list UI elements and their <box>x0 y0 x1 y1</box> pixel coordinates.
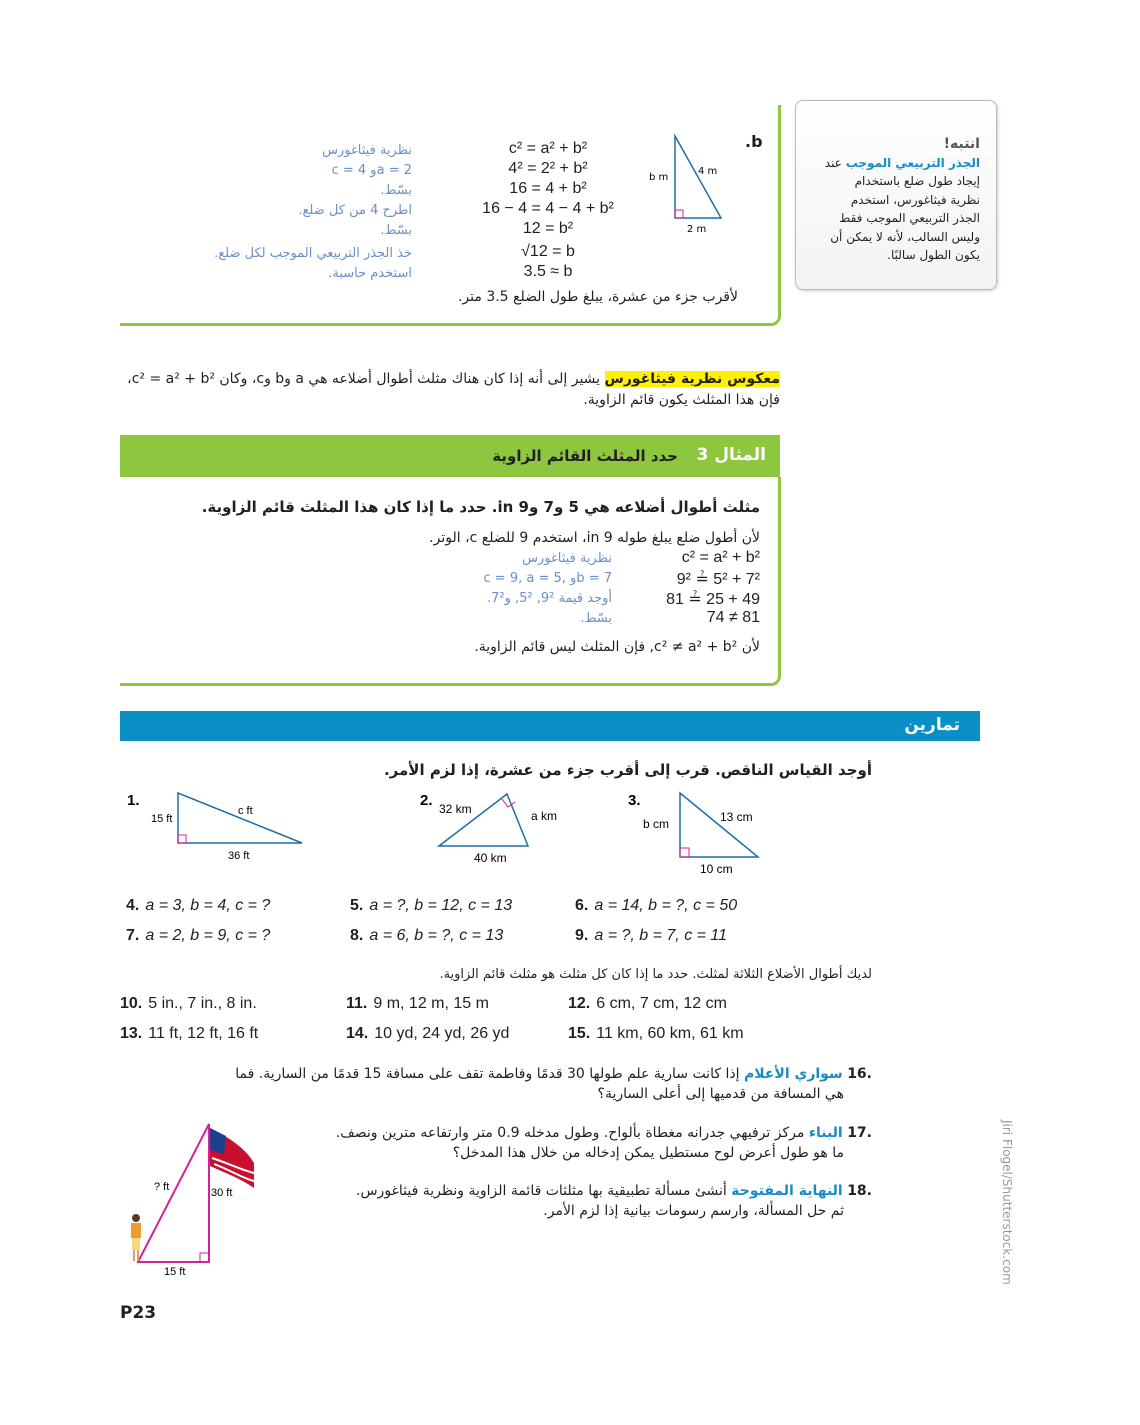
equation-step: √12 = b <box>521 243 575 260</box>
converse-term: معكوس نظرية فيثاغورس <box>604 371 780 387</box>
figure-label: 30 ft <box>211 1187 233 1199</box>
figure-label: 15 ft <box>151 813 173 825</box>
example-b-label: .b <box>745 132 763 151</box>
step-reason: بسّط. <box>380 183 412 198</box>
figure-label: a km <box>531 809 558 823</box>
exercise-figures <box>120 785 780 880</box>
figure-label: 10 cm <box>700 862 733 876</box>
converse-line2: فإن هذا المثلث يكون قائم الزاوية. <box>583 392 780 408</box>
callout-title: انتبه! <box>943 136 980 152</box>
equation-step: 3.5 ≈ b <box>523 263 573 280</box>
exercise-item: 12. 6 cm, 7 cm, 12 cm <box>568 995 727 1012</box>
exercise-item: 11. 9 m, 12 m, 15 m <box>346 995 489 1012</box>
word-problem: .17 البناء مركز ترفيهي جدرانه مغطاة بألواح. وطول مدخله 0.9 متر وارتفاعه مترين ونصف. ما هو طول أعرض لوح مستطيل يمكن إدخاله من خلال هذا المدخل؟ <box>335 1125 872 1161</box>
figure-label: 32 km <box>439 802 472 816</box>
caution-callout <box>795 100 997 290</box>
figure-label: 40 km <box>474 851 507 865</box>
example-3-intro: لأن أطول ضلع يبلغ طوله 9 in، استخدم 9 للضلع c، الوتر. <box>429 530 760 546</box>
equation-step: 16 − 4 = 4 − 4 + b² <box>482 200 614 217</box>
triangle-figure-b <box>645 132 735 232</box>
exercise-item: 7. a = 2, b = 9, c = ? <box>126 927 271 944</box>
step-reason: اطرح 4 من كل ضلع. <box>298 203 412 218</box>
figure-label: b cm <box>643 817 670 831</box>
figure-label: 3. <box>628 792 641 809</box>
callout-line: الجذر التربيعي الموجب فقط <box>839 211 980 225</box>
photo-credit: Jiri Flogel/Shutterstock.com <box>1000 1120 1014 1285</box>
word-problem: .16 سواري الأعلام إذا كانت سارية علم طولها 30 قدمًا وفاطمة تقف على مسافة 15 قدمًا من السارية. فما هي المسافة من قدميها إلى أعلى السارية؟ <box>235 1066 872 1102</box>
flagpole-figure <box>120 1118 265 1283</box>
word-problem: .18 النهاية المفتوحة أنشئ مسألة تطبيقية بها مثلثات قائمة الزاوية ونظرية فيثاغورس. ثم حل المسألة، وارسم رسومات بيانية إذا لزم الأمر. <box>356 1183 872 1219</box>
figure-label: 4 m <box>698 166 718 177</box>
step-reason: أوجد قيمة 9², 5², و7². <box>486 591 612 606</box>
example-number: المثال 3 <box>696 445 766 465</box>
converse-text: يشير إلى أنه إذا كان هناك مثلث أطوال أضلاعه هي a وb وc، وكان c² = a² + b²، <box>127 371 601 387</box>
exercises-header <box>120 711 980 741</box>
exercise-item: 10. 5 in., 7 in., 8 in. <box>120 995 257 1012</box>
figure-label: 2. <box>420 792 433 809</box>
equation-step: 81 ≟ 25 + 49 <box>666 591 760 608</box>
example-3-header <box>120 435 780 477</box>
callout-line: عند <box>824 155 842 170</box>
callout-line: إيجاد طول ضلع باستخدام <box>854 174 980 188</box>
exercise-item: 4. a = 3, b = 4, c = ? <box>126 897 271 914</box>
callout-line: وليس السالب، لأنه لا يمكن أن <box>830 229 980 244</box>
converse-line1 <box>127 371 780 387</box>
equation-step: 74 ≠ 81 <box>706 609 760 626</box>
figure-label: 15 ft <box>164 1266 186 1278</box>
callout-highlight: الجذر التربيعي الموجب <box>845 155 980 170</box>
figure-label: b m <box>649 172 669 183</box>
equation-step: c² = a² + b² <box>681 549 760 566</box>
figure-label: 36 ft <box>228 850 250 862</box>
person-icon <box>131 1214 141 1261</box>
callout-line: نظرية فيثاغورس، استخدم <box>850 192 980 207</box>
exercise-item: 14. 10 yd, 24 yd, 26 yd <box>346 1025 510 1042</box>
step-reason: خذ الجذر التربيعي الموجب لكل ضلع. <box>214 246 412 261</box>
step-reason: b = 7و ,c = 9, a = 5 <box>483 571 612 586</box>
figure-label: 13 cm <box>720 810 753 824</box>
step-reason: بسّط. <box>580 611 612 626</box>
exercises-instruction: أوجد القياس الناقص. قرب إلى أقرب جزء من عشرة، إذا لزم الأمر. <box>383 761 872 779</box>
example-title: حدد المثلث القائم الزاوية <box>492 447 678 465</box>
step-reason: استخدم حاسبة. <box>328 266 412 281</box>
step-reason: بسّط. <box>380 223 412 238</box>
exercise-item: 8. a = 6, b = ?, c = 13 <box>350 927 504 944</box>
equation-step: c² = a² + b² <box>508 140 588 157</box>
figure-3 <box>628 792 758 876</box>
page-number: P23 <box>120 1303 157 1323</box>
figure-2 <box>420 792 557 865</box>
exercises-title: تمارين <box>904 715 960 735</box>
example-b-conclusion: لأقرب جزء من عشرة، يبلغ طول الضلع 3.5 متر. <box>457 289 738 305</box>
figure-1 <box>127 792 302 862</box>
figure-label: c ft <box>238 805 253 817</box>
example-3-problem: مثلث أطوال أضلاعه هي 5 و7 و9 in. حدد ما إذا كان هذا المثلث قائم الزاوية. <box>201 498 760 516</box>
callout-line: يكون الطول سالبًا. <box>887 248 980 262</box>
equation-step: 9² ≟ 5² + 7² <box>676 571 760 588</box>
exercise-item: 9. a = ?, b = 7, c = 11 <box>575 927 728 944</box>
exercise-item: 15. 11 km, 60 km, 61 km <box>568 1025 744 1042</box>
exercise-item: 6. a = 14, b = ?, c = 50 <box>575 897 738 914</box>
equation-step: 4² = 2² + b² <box>508 160 588 177</box>
equation-step: 12 = b² <box>522 220 574 237</box>
equation-step: 16 = 4 + b² <box>509 180 587 197</box>
flag-icon <box>210 1128 254 1188</box>
exercise-item: 13. 11 ft, 12 ft, 16 ft <box>120 1025 259 1042</box>
figure-label: ? ft <box>154 1181 170 1193</box>
exercises-instruction-2: لديك أطوال الأضلاع الثلاثة لمثلث. حدد ما إذا كان كل مثلث هو مثلث قائم الزاوية. <box>439 967 872 982</box>
step-reason: a = 2و c = 4 <box>331 163 412 178</box>
exercise-item: 5. a = ?, b = 12, c = 13 <box>350 897 513 914</box>
figure-label: 2 m <box>687 224 707 232</box>
figure-label: 1. <box>127 792 140 809</box>
step-reason: نظرية فيثاغورس <box>522 551 612 566</box>
example-3-conclusion: لأن c² ≠ a² + b², فإن المثلث ليس قائم الزاوية. <box>474 639 760 655</box>
step-reason: نظرية فيثاغورس <box>322 143 412 158</box>
